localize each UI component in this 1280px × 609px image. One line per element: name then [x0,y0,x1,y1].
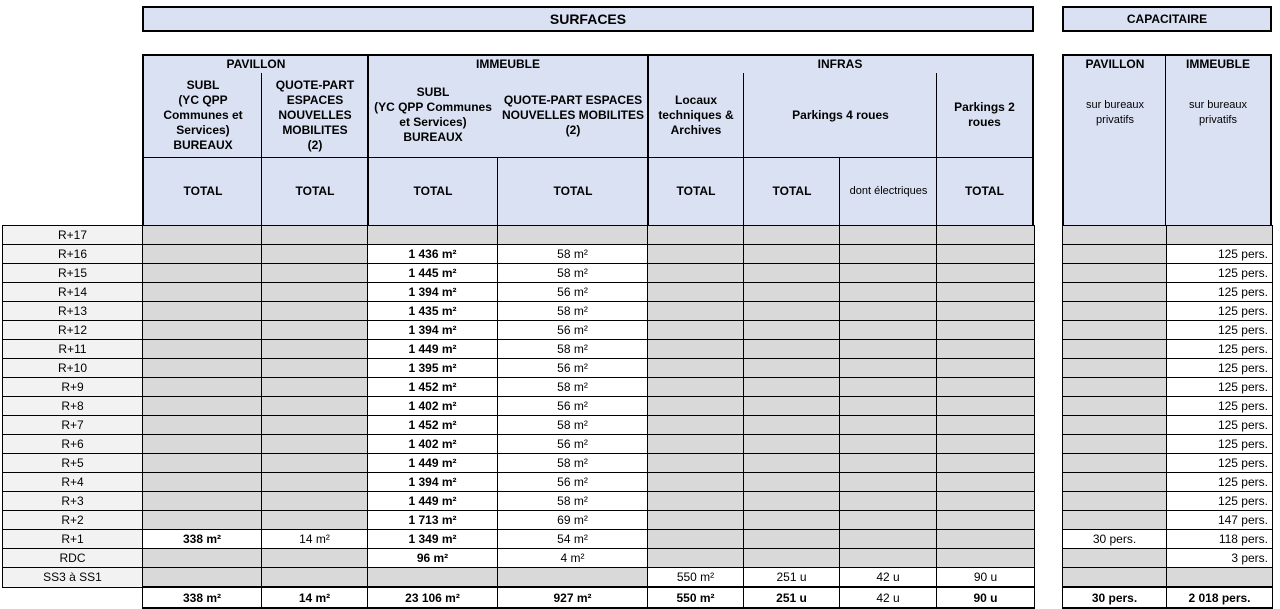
cell-p4e [840,530,937,549]
cell-p4e [840,549,937,568]
cell-locaux [648,378,744,397]
table-row [3,454,1035,473]
cell-qp_pav: 14 m² [262,530,368,549]
cell-subl_imm: 1 452 m² [368,416,498,435]
cell-p4e [840,511,937,530]
capacitaire-title: CAPACITAIRE [1062,6,1272,32]
cell-subl_imm: 1 402 m² [368,397,498,416]
cell-p2 [937,435,1035,454]
total-cap_pav: 30 pers. [1063,587,1167,608]
table-row [1063,530,1273,549]
cell-subl_imm: 1 402 m² [368,435,498,454]
cell-cap_pav [1063,511,1167,530]
cell-qp_pav [262,359,368,378]
cell-qp_imm: 56 m² [498,435,648,454]
cell-locaux [648,473,744,492]
total-p4e: 42 u [840,587,937,608]
level-label: R+5 [3,454,143,473]
cell-p4e [840,454,937,473]
cell-subl_pav [143,473,262,492]
cell-qp_pav [262,397,368,416]
cell-p4e [840,378,937,397]
cell-cap_pav [1063,302,1167,321]
total-label: TOTAL [937,157,1032,225]
cell-subl_pav [143,245,262,264]
cell-cap_pav [1063,492,1167,511]
total-locaux: 550 m² [648,587,744,608]
col-cap-immeuble: IMMEUBLE [1166,56,1270,73]
table-row [3,321,1035,340]
cell-qp_imm: 56 m² [498,321,648,340]
cell-subl_pav [143,416,262,435]
cell-subl_pav [143,397,262,416]
table-row [3,226,1035,245]
cell-subl_imm: 1 713 m² [368,511,498,530]
cell-subl_imm: 1 394 m² [368,321,498,340]
cell-p4e [840,416,937,435]
cell-p4 [744,549,840,568]
cell-subl_pav [143,321,262,340]
cell-subl_pav [143,302,262,321]
table-row [1063,549,1273,568]
cell-cap_imm [1167,568,1273,588]
total-qp_pav: 14 m² [262,587,368,608]
table-row [3,264,1035,283]
total-p4: 251 u [744,587,840,608]
cell-p4e [840,321,937,340]
cell-subl_imm: 1 449 m² [368,454,498,473]
cell-cap_imm: 125 pers. [1167,283,1273,302]
cell-locaux [648,359,744,378]
cell-p4e [840,492,937,511]
cell-locaux [648,283,744,302]
total-label: TOTAL [648,157,744,225]
cell-p2 [937,416,1035,435]
total-p2: 90 u [937,587,1035,608]
cell-locaux [648,321,744,340]
cell-p2 [937,454,1035,473]
level-label: R+7 [3,416,143,435]
cell-subl_imm: 1 452 m² [368,378,498,397]
cell-qp_imm: 58 m² [498,416,648,435]
cell-qp_imm: 56 m² [498,473,648,492]
cell-locaux [648,511,744,530]
cell-subl_imm [368,568,498,588]
total-label: TOTAL [498,157,648,225]
cell-p2 [937,321,1035,340]
cell-subl_pav [143,378,262,397]
total-label: TOTAL [744,157,840,225]
table-row [3,568,1035,588]
level-label: R+10 [3,359,143,378]
cell-p2 [937,492,1035,511]
cell-p4 [744,340,840,359]
cell-cap_pav [1063,321,1167,340]
cell-p4e [840,435,937,454]
table-row [3,245,1035,264]
table-row [1063,511,1273,530]
cell-p2 [937,549,1035,568]
cell-p4 [744,511,840,530]
cell-cap_pav [1063,378,1167,397]
table-row [1063,226,1273,245]
cell-cap_imm: 125 pers. [1167,397,1273,416]
cell-qp_pav [262,264,368,283]
cell-cap_pav [1063,568,1167,588]
cell-qp_pav [262,378,368,397]
cell-qp_pav [262,492,368,511]
cell-cap_pav [1063,340,1167,359]
cell-p4 [744,245,840,264]
total-qp_imm: 927 m² [498,587,648,608]
cell-locaux [648,302,744,321]
cell-subl_pav [143,226,262,245]
cell-qp_imm: 58 m² [498,492,648,511]
cell-qp_imm [498,568,648,588]
cell-qp_pav [262,321,368,340]
level-label: R+6 [3,435,143,454]
cell-subl_imm [368,226,498,245]
cell-qp_imm: 69 m² [498,511,648,530]
cell-cap_imm: 125 pers. [1167,435,1273,454]
cell-qp_pav [262,454,368,473]
total-cap_imm: 2 018 pers. [1167,587,1273,608]
cell-subl_pav [143,264,262,283]
cell-qp_imm [498,226,648,245]
cell-p4e [840,359,937,378]
cell-subl_imm: 1 394 m² [368,283,498,302]
level-label: R+3 [3,492,143,511]
cell-cap_pav [1063,226,1167,245]
cell-p2 [937,264,1035,283]
level-label: SS3 à SS1 [3,568,143,588]
header-divider [497,157,498,225]
cell-cap_imm: 125 pers. [1167,473,1273,492]
cell-p4 [744,397,840,416]
cell-p2 [937,302,1035,321]
surfaces-title: SURFACES [142,6,1034,32]
cell-p4e [840,397,937,416]
cell-qp_pav [262,226,368,245]
cell-p4 [744,378,840,397]
cell-cap_pav: 30 pers. [1063,530,1167,549]
cell-qp_pav [262,283,368,302]
cell-cap_imm: 125 pers. [1167,245,1273,264]
cell-locaux [648,435,744,454]
cell-p4 [744,435,840,454]
table-row [3,492,1035,511]
cell-qp_imm: 58 m² [498,340,648,359]
cell-subl_pav [143,492,262,511]
cell-p4: 251 u [744,568,840,588]
col-quote-part-immeuble: QUOTE-PART ESPACES NOUVELLES MOBILITES (2) [498,73,648,157]
cell-cap_pav [1063,473,1167,492]
table-row [1063,245,1273,264]
level-label: RDC [3,549,143,568]
cell-subl_imm: 1 435 m² [368,302,498,321]
cell-qp_imm: 56 m² [498,359,648,378]
header-divider [142,157,1034,158]
cell-qp_pav [262,416,368,435]
cell-p4 [744,283,840,302]
col-subl-pavillon: SUBL (YC QPP Communes et Services) BUREAUX [144,73,262,157]
capacitaire-header-block [1062,54,1272,225]
cell-p2 [937,226,1035,245]
table-row [3,530,1035,549]
cell-p2 [937,378,1035,397]
table-row [3,511,1035,530]
col-cap-pavillon: PAVILLON [1064,56,1166,73]
col-cap-pavillon-sub: sur bureaux privatifs [1064,96,1166,130]
cell-cap_imm: 125 pers. [1167,416,1273,435]
level-label: R+14 [3,283,143,302]
cell-qp_imm: 4 m² [498,549,648,568]
level-label: R+4 [3,473,143,492]
cell-subl_pav [143,283,262,302]
cell-qp_pav [262,245,368,264]
cell-p2 [937,359,1035,378]
cell-qp_imm: 58 m² [498,378,648,397]
cell-p2 [937,397,1035,416]
total-subl_imm: 23 106 m² [368,587,498,608]
group-immeuble: IMMEUBLE [368,56,648,73]
col-subl-immeuble: SUBL (YC QPP Communes et Services) BUREAUX [368,73,498,157]
totals-row [1063,587,1273,608]
cell-p4 [744,473,840,492]
cell-locaux [648,416,744,435]
cell-qp_pav [262,473,368,492]
cell-subl_imm: 1 436 m² [368,245,498,264]
level-label: R+16 [3,245,143,264]
cell-subl_pav: 338 m² [143,530,262,549]
cell-qp_pav [262,549,368,568]
table-row [3,302,1035,321]
cell-cap_pav [1063,549,1167,568]
table-row [1063,340,1273,359]
cell-p4 [744,359,840,378]
col-quote-part-pavillon: QUOTE-PART ESPACES NOUVELLES MOBILITES (2) [262,73,368,157]
header-divider [647,54,649,225]
table-row [1063,397,1273,416]
cell-cap_imm: 125 pers. [1167,492,1273,511]
cell-p2 [937,283,1035,302]
cell-p4 [744,454,840,473]
col-cap-immeuble-sub: sur bureaux privatifs [1166,96,1270,130]
cell-subl_pav [143,435,262,454]
table-row [1063,492,1273,511]
cell-qp_pav [262,568,368,588]
cell-cap_pav [1063,416,1167,435]
surfaces-table [2,225,1035,609]
cell-subl_imm: 1 445 m² [368,264,498,283]
cell-locaux [648,245,744,264]
level-label: R+15 [3,264,143,283]
group-pavillon: PAVILLON [144,56,368,73]
cell-qp_pav [262,340,368,359]
total-label: TOTAL [262,157,368,225]
cell-cap_pav [1063,397,1167,416]
cell-p4 [744,321,840,340]
col-parkings-2-roues: Parkings 2 roues [937,73,1032,157]
cell-cap_imm: 125 pers. [1167,454,1273,473]
cell-subl_imm: 1 449 m² [368,492,498,511]
level-label: R+1 [3,530,143,549]
cell-qp_imm: 56 m² [498,397,648,416]
table-row [1063,321,1273,340]
level-label: R+13 [3,302,143,321]
cell-cap_imm: 125 pers. [1167,359,1273,378]
table-row [1063,283,1273,302]
cell-qp_imm: 58 m² [498,264,648,283]
cell-p4e [840,245,937,264]
cell-locaux [648,530,744,549]
cell-cap_imm: 118 pers. [1167,530,1273,549]
table-row [1063,302,1273,321]
cell-qp_imm: 56 m² [498,283,648,302]
cell-locaux: 550 m² [648,568,744,588]
cell-locaux [648,549,744,568]
cell-cap_pav [1063,283,1167,302]
cell-p4e [840,473,937,492]
table-row [1063,264,1273,283]
table-row [3,359,1035,378]
cell-locaux [648,397,744,416]
cell-p4 [744,302,840,321]
level-label: R+11 [3,340,143,359]
cell-p4 [744,264,840,283]
cell-subl_pav [143,511,262,530]
cell-qp_imm: 54 m² [498,530,648,549]
cell-subl_imm: 96 m² [368,549,498,568]
header-divider [1165,54,1166,225]
cell-p2 [937,530,1035,549]
col-locaux-techniques: Locaux techniques & Archives [648,73,744,157]
cell-p4e [840,340,937,359]
cell-subl_pav [143,340,262,359]
table-row [3,378,1035,397]
cell-cap_imm: 125 pers. [1167,264,1273,283]
dont-electriques-label: dont électriques [840,157,937,225]
cell-p2 [937,473,1035,492]
cell-cap_pav [1063,454,1167,473]
header-divider [367,54,369,225]
level-label: R+8 [3,397,143,416]
cell-p4 [744,530,840,549]
cell-subl_pav [143,359,262,378]
cell-p4e: 42 u [840,568,937,588]
cell-qp_pav [262,435,368,454]
cell-cap_pav [1063,435,1167,454]
cell-qp_imm: 58 m² [498,454,648,473]
table-row [1063,435,1273,454]
cell-subl_imm: 1 395 m² [368,359,498,378]
table-row [1063,378,1273,397]
cell-p2 [937,340,1035,359]
cell-p2 [937,245,1035,264]
table-row [3,397,1035,416]
cell-locaux [648,492,744,511]
cell-cap_imm: 125 pers. [1167,302,1273,321]
level-label: R+2 [3,511,143,530]
cell-qp_pav [262,511,368,530]
header-divider [936,73,937,225]
group-infras: INFRAS [648,56,1032,73]
table-row [1063,568,1273,588]
table-row [1063,359,1273,378]
level-label: R+12 [3,321,143,340]
table-row [1063,416,1273,435]
cell-qp_pav [262,302,368,321]
total-label: TOTAL [368,157,498,225]
cell-subl_imm: 1 449 m² [368,340,498,359]
header-divider [839,157,840,225]
table-row [3,549,1035,568]
cell-locaux [648,454,744,473]
level-label: R+17 [3,226,143,245]
table-row [3,283,1035,302]
totals-row [3,587,1035,608]
total-subl_pav: 338 m² [143,587,262,608]
cell-locaux [648,264,744,283]
total-label: TOTAL [144,157,262,225]
header-divider [743,73,744,225]
cell-p4e [840,264,937,283]
table-row [3,340,1035,359]
cell-subl_pav [143,568,262,588]
cell-p4e [840,302,937,321]
level-label: R+9 [3,378,143,397]
cell-p4 [744,492,840,511]
cell-cap_imm: 125 pers. [1167,321,1273,340]
table-row [3,435,1035,454]
col-parkings-4-roues: Parkings 4 roues [744,73,937,157]
capacitaire-table [1062,225,1273,609]
table-row [1063,473,1273,492]
cell-cap_pav [1063,245,1167,264]
cell-locaux [648,226,744,245]
cell-cap_imm: 125 pers. [1167,340,1273,359]
header-divider [261,73,262,225]
cell-p4 [744,416,840,435]
cell-cap_pav [1063,359,1167,378]
cell-subl_imm: 1 394 m² [368,473,498,492]
cell-qp_imm: 58 m² [498,245,648,264]
cell-p4e [840,226,937,245]
cell-cap_imm [1167,226,1273,245]
cell-subl_pav [143,454,262,473]
cell-cap_imm: 147 pers. [1167,511,1273,530]
cell-locaux [648,340,744,359]
cell-cap_imm: 3 pers. [1167,549,1273,568]
table-row [1063,454,1273,473]
table-row [3,416,1035,435]
cell-subl_imm: 1 349 m² [368,530,498,549]
cell-qp_imm: 58 m² [498,302,648,321]
cell-cap_imm: 125 pers. [1167,378,1273,397]
cell-p4e [840,283,937,302]
totals-spacer [3,587,143,608]
table-row [3,473,1035,492]
cell-subl_pav [143,549,262,568]
cell-p2 [937,511,1035,530]
cell-cap_pav [1063,264,1167,283]
cell-p4 [744,226,840,245]
cell-p2: 90 u [937,568,1035,588]
